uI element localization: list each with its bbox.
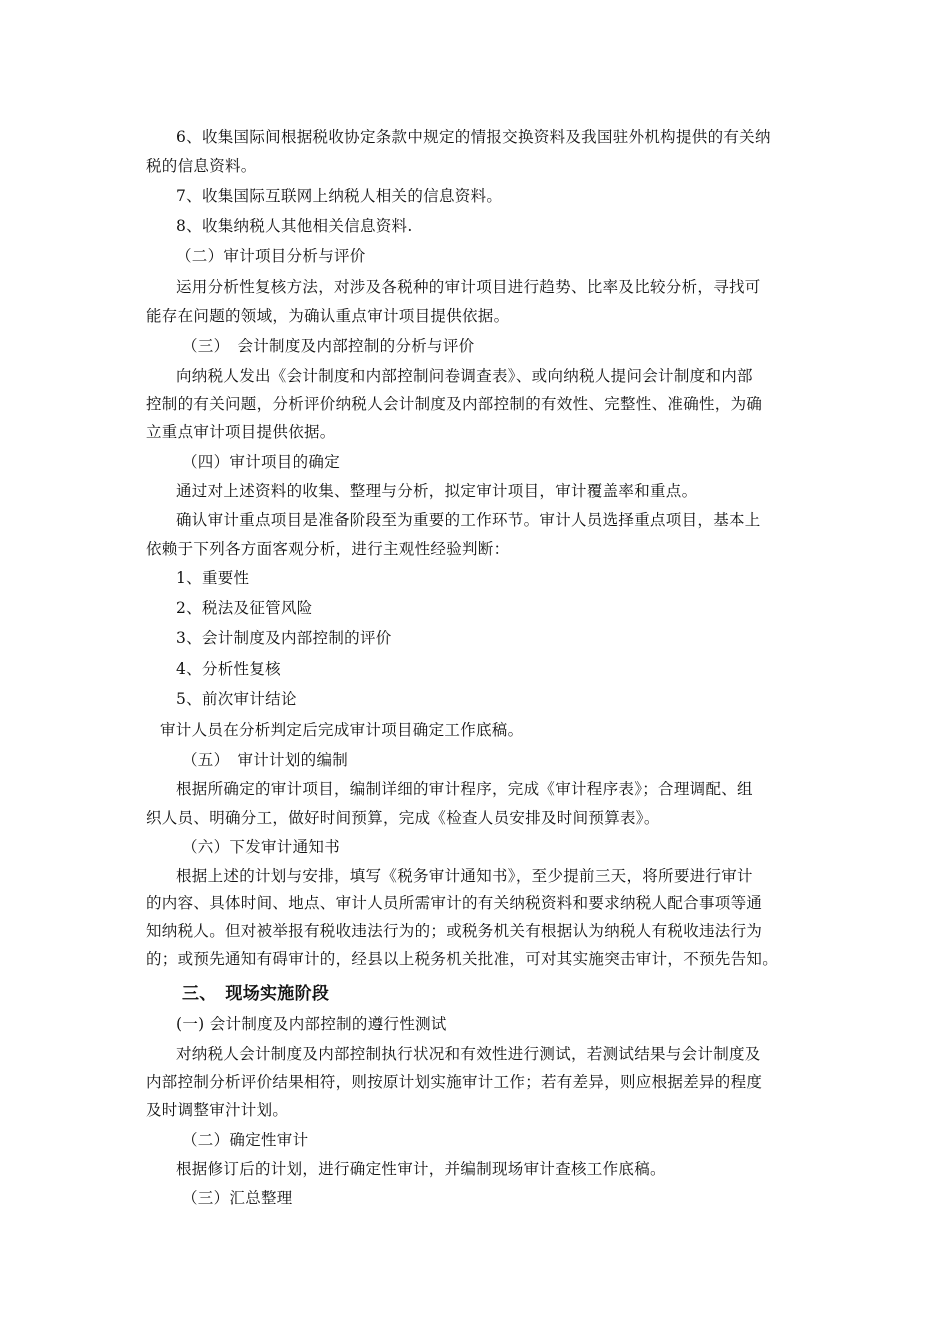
paragraph-line: 控制的有关问题，分析评价纳税人会计制度及内部控制的有效性、完整性、准确性，为确: [146, 395, 763, 413]
paragraph-line: 根据上述的计划与安排，填写《税务审计通知书》，至少提前三天，将所要进行审计: [176, 867, 753, 885]
list-item: 1、重要性: [176, 569, 250, 587]
section-subheading: (一) 会计制度及内部控制的遵行性测试: [176, 1015, 447, 1033]
paragraph-line: 立重点审计项目提供依据。: [146, 423, 336, 441]
section-subheading: （五） 审计计划的编制: [182, 751, 349, 769]
paragraph-line: 8、收集纳税人其他相关信息资料.: [176, 217, 413, 235]
section-subheading: （三） 会计制度及内部控制的分析与评价: [182, 337, 475, 355]
paragraph-line: 6、收集国际间根据税收协定条款中规定的情报交换资料及我国驻外机构提供的有关纳: [176, 128, 771, 146]
list-item: 3、会计制度及内部控制的评价: [176, 629, 392, 647]
paragraph-line: 的；或预先通知有碍审计的，经县以上税务机关批准，可对其实施突击审计，不预先告知。: [146, 950, 779, 968]
paragraph-line: 依赖于下列各方面客观分析，进行主观性经验判断：: [146, 540, 510, 558]
paragraph-line: 通过对上述资料的收集、整理与分析，拟定审计项目，审计覆盖率和重点。: [176, 482, 698, 500]
paragraph-line: 及时调整审汁计划。: [146, 1101, 289, 1119]
section-subheading: （三）汇总整理: [182, 1189, 293, 1207]
section-subheading: （四）审计项目的确定: [182, 453, 341, 471]
paragraph-line: 运用分析性复核方法，对涉及各税种的审计项目进行趋势、比率及比较分析，寻找可: [176, 278, 761, 296]
paragraph-line: 根据所确定的审计项目，编制详细的审计程序，完成《审计程序表》；合理调配、组: [176, 780, 753, 798]
section-heading: 三、 现场实施阶段: [182, 984, 330, 1004]
paragraph-line: 知纳税人。但对被举报有税收违法行为的；或税务机关有根据认为纳税人有税收违法行为: [146, 922, 763, 940]
paragraph-line: 确认审计重点项目是准备阶段至为重要的工作环节。审计人员选择重点项目，基本上: [176, 511, 761, 529]
paragraph-line: 能存在问题的领域，为确认重点审计项目提供依据。: [146, 307, 510, 325]
paragraph-line: 织人员、明确分工，做好时间预算，完成《检查人员安排及时间预算表》。: [146, 809, 660, 827]
paragraph-line: 的内容、具体时间、地点、审计人员所需审计的有关纳税资料和要求纳税人配合事项等通: [146, 894, 763, 912]
paragraph-line: 7、收集国际互联网上纳税人相关的信息资料。: [176, 187, 503, 205]
paragraph-line: 内部控制分析评价结果相符，则按原计划实施审计工作；若有差异，则应根据差异的程度: [146, 1073, 763, 1091]
paragraph-line: 向纳税人发出《会计制度和内部控制问卷调查表》、或向纳税人提问会计制度和内部: [176, 367, 753, 385]
section-subheading: （二）确定性审计: [182, 1131, 309, 1149]
section-subheading: （二）审计项目分析与评价: [176, 247, 366, 265]
section-subheading: （六）下发审计通知书: [182, 838, 341, 856]
paragraph-line: 税的信息资料。: [146, 157, 257, 175]
paragraph-line: 根据修订后的计划，进行确定性审计，并编制现场审计查核工作底稿。: [176, 1160, 666, 1178]
list-item: 5、前次审计结论: [176, 690, 297, 708]
paragraph-line: 审计人员在分析判定后完成审计项目确定工作底稿。: [160, 721, 524, 739]
paragraph-line: 对纳税人会计制度及内部控制执行状况和有效性进行测试，若测试结果与会计制度及: [176, 1045, 761, 1063]
list-item: 2、税法及征管风险: [176, 599, 313, 617]
list-item: 4、分析性复核: [176, 660, 281, 678]
